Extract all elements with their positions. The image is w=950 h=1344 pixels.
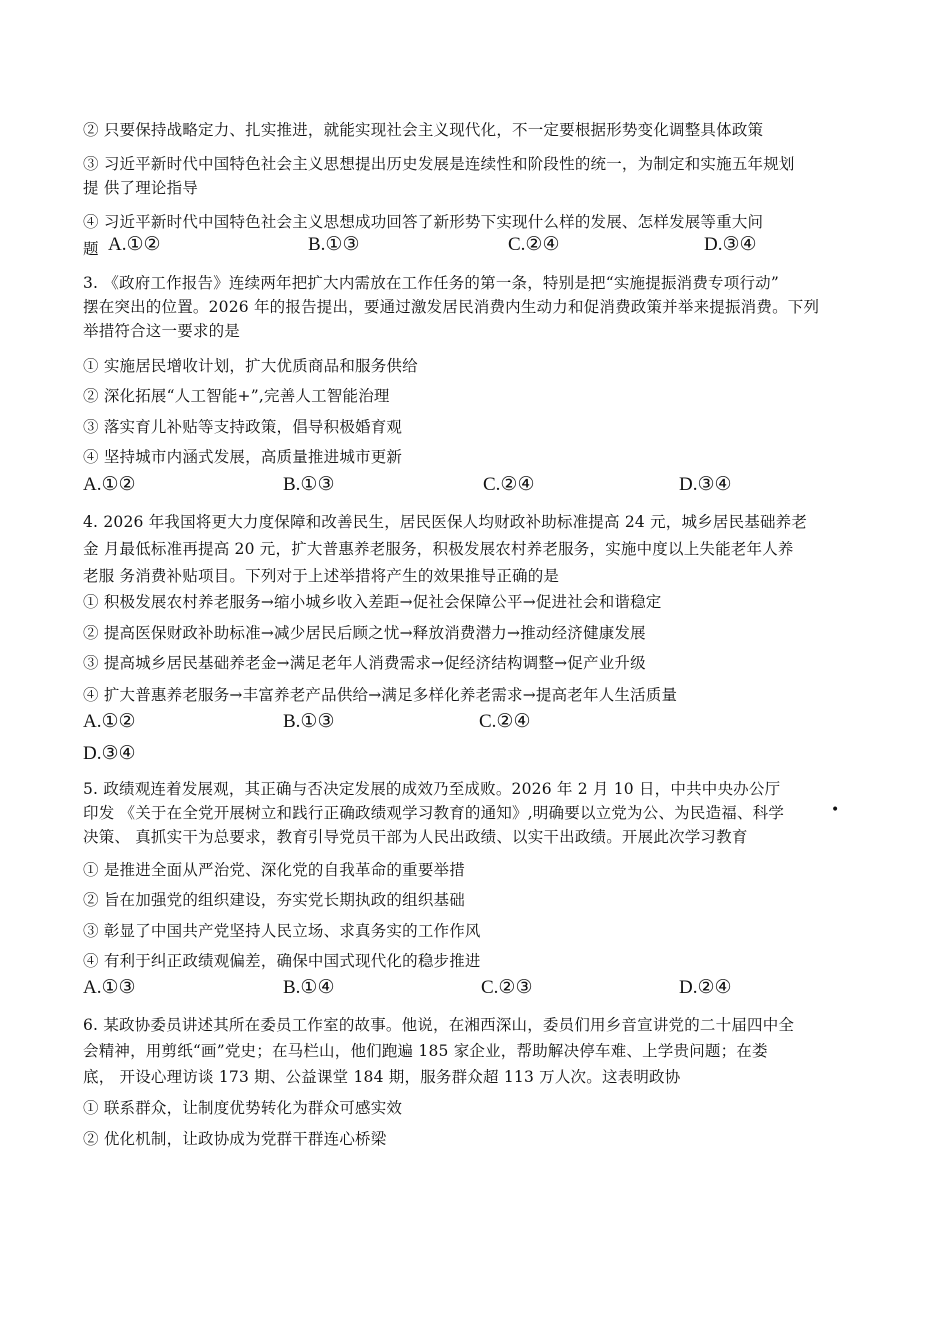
- q2-statement-4-line1: ④ 习近平新时代中国特色社会主义思想成功回答了新形势下实现什么样的发展、怎样发展等重大问: [83, 213, 764, 231]
- q6-stem-line2: 会精神，用剪纸“画”党史；在马栏山，他们跑遍 185 家企业，帮助解决停车难、上学贵问题；在娄: [83, 1042, 768, 1060]
- q6-statement-2: ② 优化机制，让政协成为党群干群连心桥梁: [83, 1130, 387, 1148]
- q4-option-b[interactable]: B.①③: [283, 711, 335, 732]
- q3-option-c[interactable]: C.②④: [483, 474, 535, 495]
- q3-option-d[interactable]: D.③④: [679, 474, 732, 495]
- q4-option-d[interactable]: D.③④: [83, 743, 136, 764]
- q5-statement-1: ① 是推进全面从严治党、深化党的自我革命的重要举措: [83, 861, 465, 879]
- q5-statement-3: ③ 彰显了中国共产党坚持人民立场、求真务实的工作作风: [83, 922, 481, 940]
- q2-statement-3-line1: ③ 习近平新时代中国特色社会主义思想提出历史发展是连续性和阶段性的统一，为制定和实施五年规划: [83, 155, 795, 173]
- q4-stem-line2: 金 月最低标准再提高 20 元，扩大普惠养老服务，积极发展农村养老服务，实施中度以上失能老年人养: [83, 540, 794, 558]
- q2-statement-2: ② 只要保持战略定力、扎实推进，就能实现社会主义现代化，不一定要根据形势变化调整具体政策: [83, 121, 764, 139]
- q4-stem-line3: 老服 务消费补贴项目。下列对于上述举措将产生的效果推导正确的是: [83, 567, 560, 585]
- q5-stem-line3: 决策、 真抓实干为总要求，教育引导党员干部为人民出政绩、以实干出政绩。开展此次学习教育: [83, 828, 748, 846]
- q2-option-a[interactable]: A.①②: [108, 234, 161, 255]
- q5-option-b[interactable]: B.①④: [283, 977, 335, 998]
- q5-option-c[interactable]: C.②③: [481, 977, 533, 998]
- q5-stem-line2: 印发 《关于在全党开展树立和践行正确政绩观学习教育的通知》,明确要以立党为公、为民造福、科学: [83, 804, 785, 822]
- q3-stem-line2: 摆在突出的位置。2026 年的报告提出，要通过激发居民消费内生动力和促消费政策并举来提振消费。下列: [83, 298, 820, 316]
- q3-stem-line1: 3. 《政府工作报告》连续两年把扩大内需放在工作任务的第一条，特别是把“实施提振消费专项行动”: [83, 274, 779, 292]
- q5-stem-line1: 5. 政绩观连着发展观，其正确与否决定发展的成效乃至成败。2026 年 2 月 10 日，中共中央办公厅: [83, 780, 781, 798]
- q3-statement-4: ④ 坚持城市内涵式发展，高质量推进城市更新: [83, 448, 403, 466]
- q2-statement-4-line2: 题: [83, 240, 99, 258]
- q6-stem-line1: 6. 某政协委员讲述其所在委员工作室的故事。他说，在湘西深山，委员们用乡音宣讲党的二十届四中全: [83, 1016, 795, 1034]
- q5-bullet-mark: •: [831, 802, 840, 818]
- q3-stem-line3: 举措符合这一要求的是: [83, 322, 241, 340]
- q2-option-c[interactable]: C.②④: [508, 234, 560, 255]
- q5-option-a[interactable]: A.①③: [83, 977, 136, 998]
- q4-stem-line1: 4. 2026 年我国将更大力度保障和改善民生，居民医保人均财政补助标准提高 24 元，城乡居民基础养老: [83, 513, 808, 531]
- q2-option-d[interactable]: D.③④: [704, 234, 757, 255]
- q6-stem-line3: 底， 开设心理访谈 173 期、公益课堂 184 期，服务群众超 113 万人次。这表明政协: [83, 1068, 681, 1086]
- q3-option-b[interactable]: B.①③: [283, 474, 335, 495]
- q4-option-c[interactable]: C.②④: [479, 711, 531, 732]
- q6-statement-1: ① 联系群众，让制度优势转化为群众可感实效: [83, 1099, 403, 1117]
- q3-option-a[interactable]: A.①②: [83, 474, 136, 495]
- q2-statement-3-line2: 提 供了理论指导: [83, 179, 199, 197]
- q3-statement-3: ③ 落实育儿补贴等支持政策，倡导积极婚育观: [83, 418, 403, 436]
- q4-statement-3: ③ 提高城乡居民基础养老金→满足老年人消费需求→促经济结构调整→促产业升级: [83, 654, 646, 672]
- q3-statement-2: ② 深化拓展“人工智能+”,完善人工智能治理: [83, 387, 390, 405]
- q4-statement-1: ① 积极发展农村养老服务→缩小城乡收入差距→促社会保障公平→促进社会和谐稳定: [83, 593, 662, 611]
- q5-option-d[interactable]: D.②④: [679, 977, 732, 998]
- q4-statement-4: ④ 扩大普惠养老服务→丰富养老产品供给→满足多样化养老需求→提高老年人生活质量: [83, 686, 678, 704]
- q3-statement-1: ① 实施居民增收计划，扩大优质商品和服务供给: [83, 357, 418, 375]
- q2-option-b[interactable]: B.①③: [308, 234, 360, 255]
- q5-statement-2: ② 旨在加强党的组织建设，夯实党长期执政的组织基础: [83, 891, 465, 909]
- q4-statement-2: ② 提高医保财政补助标准→减少居民后顾之忧→释放消费潜力→推动经济健康发展: [83, 624, 646, 642]
- q5-statement-4: ④ 有利于纠正政绩观偏差，确保中国式现代化的稳步推进: [83, 952, 481, 970]
- q4-option-a[interactable]: A.①②: [83, 711, 136, 732]
